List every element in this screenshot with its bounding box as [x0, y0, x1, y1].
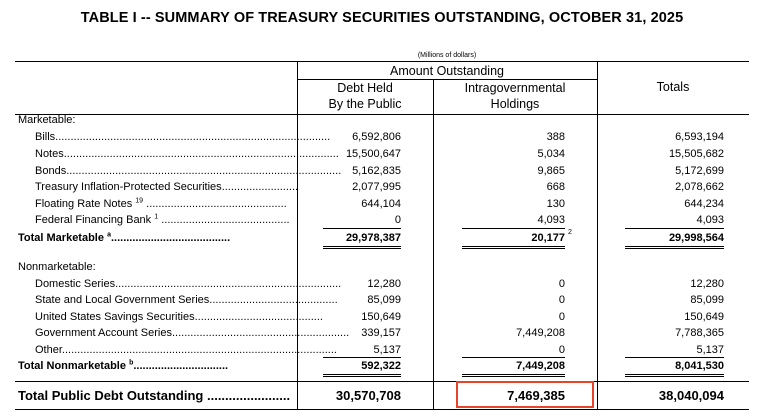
- cell-notes-public: 15,500,647: [345, 148, 401, 160]
- cell-total-nonmarketable-intra: 7,449,208: [516, 360, 565, 372]
- cell-frn-total: 644,234: [684, 198, 724, 210]
- cell-domestic-public: 12,280: [367, 278, 401, 290]
- cell-total-nonmarketable-public: 592,322: [361, 360, 401, 372]
- nm-subtotal-rule-public: [323, 357, 401, 358]
- row-label-gov-account: Government Account Series..........................................................: [35, 327, 350, 339]
- double-rule-intra-2: [462, 248, 565, 249]
- double-rule-intra-1: [462, 246, 565, 247]
- row-label-other: Other..........................................................................................: [35, 344, 337, 356]
- nm-double-rule-total-1: [625, 374, 724, 375]
- row-label-tips: Treasury Inflation-Protected Securities.........................: [35, 181, 299, 193]
- double-rule-total-1: [625, 246, 724, 247]
- cell-domestic-total: 12,280: [690, 278, 724, 290]
- cell-notes-intra: 5,034: [537, 148, 565, 160]
- highlight-box: [456, 381, 594, 408]
- units-note: (Millions of dollars): [417, 52, 477, 59]
- cell-state-local-public: 85,099: [367, 294, 401, 306]
- double-rule-public-2: [323, 248, 401, 249]
- cell-frn-intra: 130: [546, 198, 565, 210]
- header-totals: Totals: [656, 80, 690, 94]
- double-rule-public-1: [323, 246, 401, 247]
- cell-bonds-intra: 9,865: [537, 165, 565, 177]
- cell-gov-account-intra: 7,449,208: [516, 327, 565, 339]
- grand-total-top-rule: [15, 381, 749, 382]
- subtotal-rule-total: [625, 228, 724, 229]
- nm-double-rule-public-2: [323, 376, 401, 377]
- cell-gov-account-public: 339,157: [361, 327, 401, 339]
- cell-total-marketable-public: 29,978,387: [345, 232, 401, 244]
- cell-state-local-total: 85,099: [690, 294, 724, 306]
- section-marketable: Marketable:: [18, 114, 76, 126]
- header-amount-outstanding: Amount Outstanding: [390, 64, 504, 78]
- nm-subtotal-rule-intra: [462, 357, 565, 358]
- cell-total-marketable-total: 29,998,564: [668, 232, 724, 244]
- header-public-line2: By the Public: [328, 97, 402, 111]
- table-top-rule: [15, 61, 749, 62]
- row-label-savings: United States Savings Securities..........................................: [35, 311, 323, 323]
- cell-grand-total-public: 30,570,708: [335, 388, 401, 403]
- cell-bills-public: 6,592,806: [352, 131, 401, 143]
- cell-bills-total: 6,593,194: [675, 131, 724, 143]
- row-label-frn: Floating Rate Notes $^{19}$ ..............................................: [35, 197, 287, 210]
- table-title: TABLE I -- SUMMARY OF TREASURY SECURITIES OUTSTANDING, OCTOBER 31, 2025: [80, 10, 684, 26]
- header-bottom-rule: [15, 114, 749, 115]
- cell-frn-public: 644,104: [361, 198, 401, 210]
- nm-double-rule-intra-1: [462, 374, 565, 375]
- row-label-bills: Bills..........................................................................................: [35, 131, 331, 143]
- subtotal-rule-intra: [462, 228, 565, 229]
- cell-ffb-public: 0: [394, 214, 401, 226]
- footnote-19: 19: [135, 197, 144, 205]
- subtotal-rule-public: [323, 228, 401, 229]
- cell-bonds-public: 5,162,835: [352, 165, 401, 177]
- row-label-state-local: State and Local Government Series..........................................: [35, 294, 338, 306]
- row-label-notes: Notes..........................................................................................: [35, 148, 339, 160]
- row-label-ffb: Federal Financing Bank $^1$ ..........................................: [35, 213, 290, 226]
- nm-double-rule-intra-2: [462, 376, 565, 377]
- row-label-total-nonmarketable: Total Nonmarketable $^b$...............................: [18, 359, 229, 372]
- row-label-domestic-series: Domestic Series..........................................................................: [35, 278, 342, 290]
- cell-other-intra: 0: [558, 344, 565, 356]
- cell-tips-total: 2,078,662: [675, 181, 724, 193]
- cell-total-nonmarketable-total: 8,041,530: [675, 360, 724, 372]
- nm-double-rule-total-2: [625, 376, 724, 377]
- cell-tips-public: 2,077,995: [352, 181, 401, 193]
- cell-bonds-total: 5,172,699: [675, 165, 724, 177]
- cell-savings-public: 150,649: [361, 311, 401, 323]
- row-label-total-marketable: Total Marketable $^a$.......................................: [18, 231, 231, 244]
- cell-notes-total: 15,505,682: [668, 148, 724, 160]
- cell-savings-intra: 0: [558, 311, 565, 323]
- cell-tips-intra: 668: [546, 181, 565, 193]
- header-intra-line1: Intragovernmental: [464, 81, 566, 95]
- nm-subtotal-rule-total: [625, 357, 724, 358]
- footnote-a: a: [107, 231, 111, 239]
- cell-ffb-intra: 4,093: [537, 214, 565, 226]
- cell-bills-intra: 388: [546, 131, 565, 143]
- section-nonmarketable: Nonmarketable:: [18, 261, 96, 273]
- cell-savings-total: 150,649: [684, 311, 724, 323]
- cell-ffb-total: 4,093: [696, 214, 724, 226]
- cell-grand-total-total: 38,040,094: [658, 388, 724, 403]
- header-public-line1: Debt Held: [337, 81, 393, 95]
- header-intra-line2: Holdings: [490, 97, 540, 111]
- cell-other-total: 5,137: [696, 344, 724, 356]
- footnote-b: b: [129, 359, 134, 367]
- row-label-bonds: Bonds..........................................................................................: [35, 165, 342, 177]
- double-rule-total-2: [625, 248, 724, 249]
- table-bottom-rule: [15, 409, 749, 410]
- cell-other-public: 5,137: [373, 344, 401, 356]
- nm-double-rule-public-1: [323, 374, 401, 375]
- footnote-1: 1: [154, 213, 159, 221]
- cell-total-marketable-intra: 20,177: [531, 232, 565, 244]
- row-label-grand-total: Total Public Debt Outstanding .......................: [18, 388, 291, 403]
- footnote-2: 2: [568, 229, 572, 236]
- cell-state-local-intra: 0: [558, 294, 565, 306]
- cell-grand-total-intra: 7,469,385: [507, 388, 565, 403]
- cell-gov-account-total: 7,788,365: [675, 327, 724, 339]
- cell-domestic-intra: 0: [558, 278, 565, 290]
